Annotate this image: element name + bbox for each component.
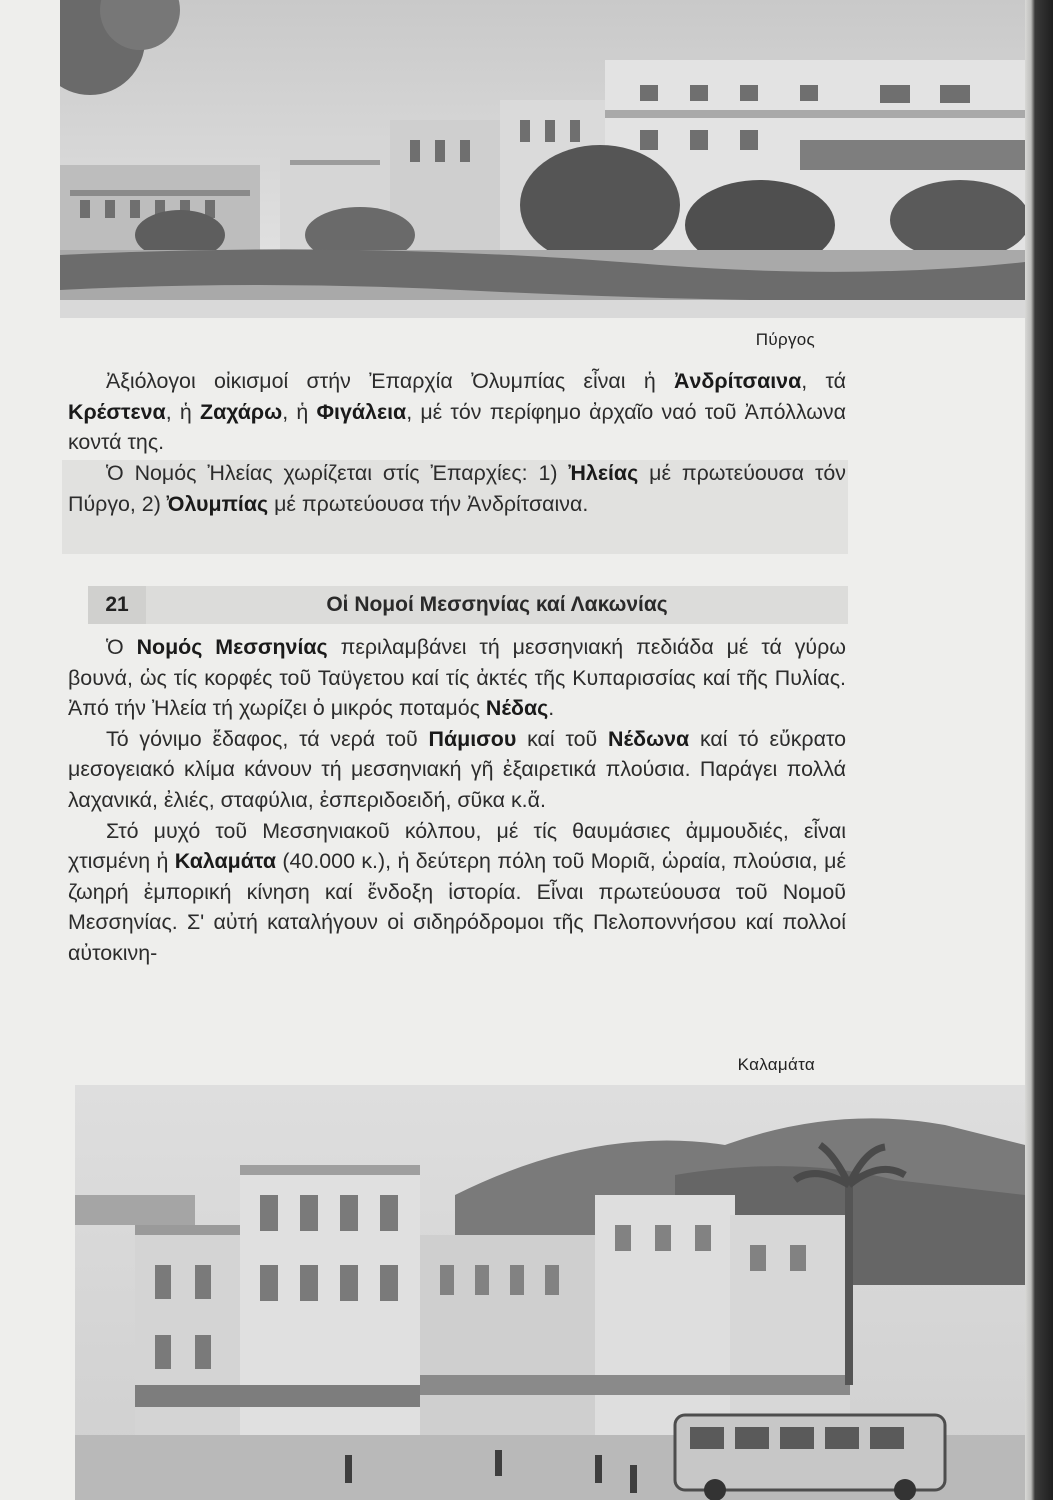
text-block-olympia: [68, 366, 846, 458]
bold-term: Ὀλυμπίας: [166, 491, 269, 516]
bold-term: Πάμισου: [428, 726, 517, 751]
photo-caption-pyrgos: Πύργος: [755, 330, 815, 349]
bold-term: Ζαχάρω: [200, 399, 283, 424]
page-edge-shadow: [1025, 0, 1053, 1500]
photo-kalamata: [75, 1085, 1025, 1500]
paragraph-kalamata: Στό μυχό τοῦ Μεσσηνιακοῦ κόλπου, μέ τίς θαυμάσιες ἀμμουδιές, εἶναι χτισμένη ἡ Καλαμάτα (40.000 κ.), ἡ δεύτερη πόλη τοῦ Μοριᾶ, ὡραία, πλούσια, μέ ζωηρή ἐμπορική κίνηση καί ἔνδοξη ἱστορία. Εἶναι πρωτεύουσα τοῦ Νομοῦ Μεσσηνίας. Σ' αὐτή καταλήγουν οἱ σιδηρόδρομοι τῆς Πελοποννήσου καί πολλοί αὐτοκινη-: [68, 818, 846, 965]
bold-term: Φιγάλεια: [316, 399, 407, 424]
section-heading: [88, 586, 848, 624]
bold-term: Νέδας: [485, 696, 549, 721]
text-block-ilia-provinces: [68, 458, 846, 519]
text-block-messinia: [68, 632, 846, 969]
bold-term: Καλαμάτα: [174, 849, 277, 874]
bold-term: Νομός Μεσσηνίας: [136, 635, 328, 659]
paragraph-messinia-fertility: Τό γόνιμο ἔδαφος, τά νερά τοῦ Πάμισου καί τοῦ Νέδωνα καί τό εὔκρατο μεσογειακό κλίμα κάνουν τή μεσσηνιακή γῆ ἐξαιρετικά πλούσια. Παράγει πολλά λαχανικά, ἐλιές, σταφύλια, ἐσπεριδοειδή, σῦκα κ.ἄ.: [68, 726, 846, 812]
paragraph-ilia-provinces: Ὁ Νομός Ἠλείας χωρίζεται στίς Ἐπαρχίες: 1) Ἠλείας μέ πρωτεύουσα τόν Πύργο, 2) Ὀλυμπίας μέ πρωτεύουσα τήν Ἀνδρίτσαινα.: [68, 461, 846, 516]
photo-pyrgos: [60, 0, 1025, 318]
paragraph-olympia-settlements: Ἀξιόλογοι οἰκισμοί στήν Ἐπαρχία Ὀλυμπίας εἶναι ἡ Ἀνδρίτσαινα, τά Κρέστενα, ἡ Ζαχάρω, ἡ Φιγάλεια, μέ τόν περίφημο ἀρχαῖο ναό τοῦ Ἀπόλλωνα κοντά της.: [68, 369, 846, 455]
bold-term: Κρέστενα: [68, 399, 166, 424]
section-title: Οἱ Νομοί Μεσσηνίας καί Λακωνίας: [326, 593, 668, 616]
bold-term: Νέδωνα: [608, 726, 690, 751]
section-number: 21: [88, 586, 146, 624]
bold-term: Ἀνδρίτσαινα: [674, 369, 802, 393]
photo-caption-kalamata: Καλαμάτα: [737, 1055, 815, 1074]
paragraph-messinia-region: Ὁ Νομός Μεσσηνίας περιλαμβάνει τή μεσσηνιακή πεδιάδα μέ τά γύρω βουνά, ὡς τίς κορφές τοῦ Ταϋγετου καί τίς ἀκτές τῆς Κυπαρισσίας καί τῆς Πυλίας. Ἀπό τήν Ἠλεία τή χωρίζει ὁ μικρός ποταμός Νέδας.: [68, 635, 846, 721]
bold-term: Ἠλείας: [568, 461, 639, 485]
